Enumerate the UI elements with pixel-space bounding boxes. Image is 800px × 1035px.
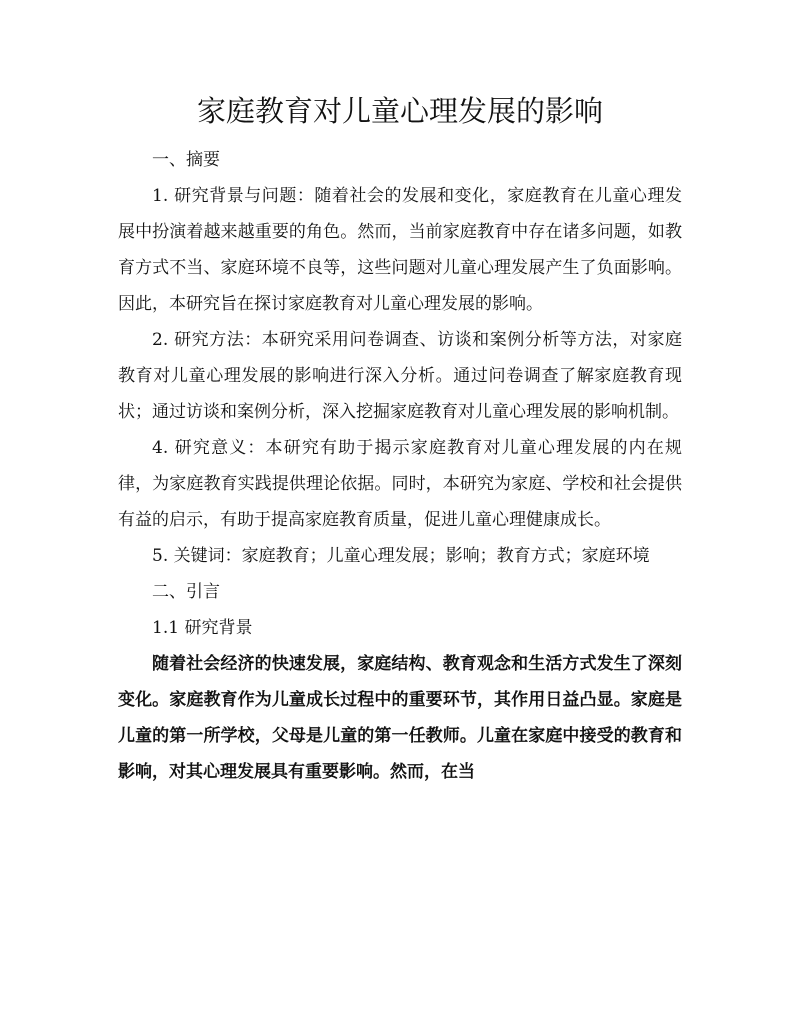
paragraph-introduction-background: 随着社会经济的快速发展，家庭结构、教育观念和生活方式发生了深刻变化。家庭教育作为儿童成长过程中的重要环节，其作用日益凸显。家庭是儿童的第一所学校，父母是儿童的第一任教师。儿童在家庭中接受的教育和影响，对其心理发展具有重要影响。然而，在当	[118, 654, 682, 782]
section-heading-introduction: 二、引言	[152, 582, 220, 602]
document-title: 家庭教育对儿童心理发展的影响	[196, 94, 603, 128]
paragraph-keywords: 5. 关键词：家庭教育；儿童心理发展；影响；教育方式；家庭环境	[152, 546, 650, 566]
section-heading-abstract: 一、摘要	[152, 150, 220, 170]
paragraph-research-background: 1. 研究背景与问题：随着社会的发展和变化，家庭教育在儿童心理发展中扮演着越来越重要的角色。然而，当前家庭教育中存在诸多问题，如教育方式不当、家庭环境不良等，这些问题对儿童心理发展产生了负面影响。因此，本研究旨在探讨家庭教育对儿童心理发展的影响。	[118, 186, 682, 314]
paragraph-research-methods: 2. 研究方法：本研究采用问卷调查、访谈和案例分析等方法，对家庭教育对儿童心理发展的影响进行深入分析。通过问卷调查了解家庭教育现状；通过访谈和案例分析，深入挖掘家庭教育对儿童心理发展的影响机制。	[118, 330, 682, 422]
document-body	[118, 142, 682, 790]
subsection-heading-background: 1.1 研究背景	[152, 618, 253, 638]
paragraph-research-significance: 4. 研究意义：本研究有助于揭示家庭教育对儿童心理发展的内在规律，为家庭教育实践提供理论依据。同时，本研究为家庭、学校和社会提供有益的启示，有助于提高家庭教育质量，促进儿童心理健康成长。	[118, 438, 682, 530]
